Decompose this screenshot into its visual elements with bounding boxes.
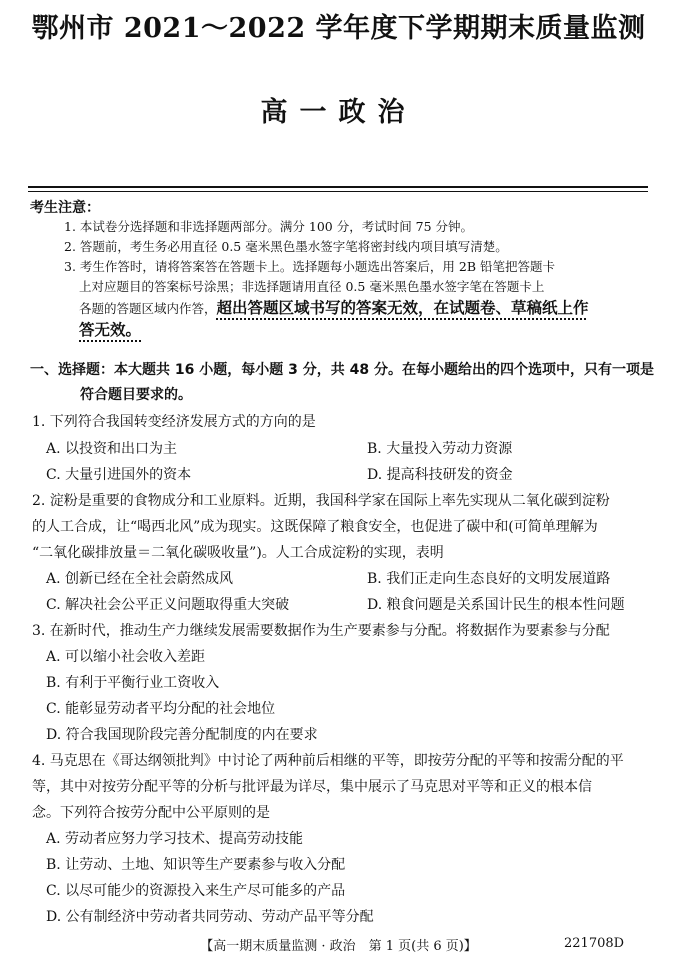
q4-option-b: B. 让劳动、土地、知识等生产要素参与收入分配	[46, 857, 346, 873]
question-4-stem-line2: 等，其中对按劳分配平等的分析与批评最为详尽，集中展示了马克思对平等和正义的根本信	[32, 779, 592, 795]
question-2-stem: 2. 淀粉是重要的食物成分和工业原料。近期，我国科学家在国际上率先实现从二氧化碳到淀粉	[32, 493, 610, 509]
exam-subject: 高一政治	[260, 97, 417, 128]
page-footer: 【高一期末质量监测 · 政治 第 1 页(共 6 页)】	[200, 939, 477, 954]
q1-option-c: C. 大量引进国外的资本	[46, 467, 192, 483]
notice-item-3-line2: 上对应题目的答案标号涂黑；非选择题请用直径 0.5 毫米黑色墨水签字笔在答题卡上	[79, 279, 545, 294]
notice-item-3-plain: 各题的答题区域内作答，	[79, 301, 217, 316]
exam-title: 鄂州市 2021～2022 学年度下学期期末质量监测	[31, 13, 646, 44]
q1-option-a: A. 以投资和出口为主	[46, 441, 178, 457]
question-1-stem: 1. 下列符合我国转变经济发展方式的方向的是	[32, 414, 316, 430]
notice-item-1: 1. 本试卷分选择题和非选择题两部分。满分 100 分，考试时间 75 分钟。	[64, 219, 474, 234]
notice-heading: 考生注意：	[30, 200, 100, 216]
notice-item-3-line3	[79, 296, 589, 318]
q3-option-a: A. 可以缩小社会收入差距	[46, 649, 206, 665]
q4-option-c: C. 以尽可能少的资源投入来生产尽可能多的产品	[46, 883, 346, 899]
notice-item-3-emphasis: 超出答题区域书写的答案无效，在试题卷、草稿纸上作	[216, 299, 589, 317]
q2-option-a: A. 创新已经在全社会蔚然成风	[46, 571, 234, 587]
question-4-stem-line3: 念。下列符合按劳分配中公平原则的是	[32, 805, 270, 821]
section-heading-cont: 符合题目要求的。	[80, 387, 192, 403]
notice-item-3: 3. 考生作答时，请将答案答在答题卡上。选择题每小题选出答案后，用 2B 铅笔把答题卡	[64, 259, 555, 274]
question-2-stem-line3: “二氧化碳排放量＝二氧化碳吸收量”)。人工合成淀粉的实现，表明	[32, 545, 444, 561]
q2-option-b: B. 我们正走向生态良好的文明发展道路	[367, 571, 611, 587]
notice-item-3-emphasis-end: 答无效。	[79, 321, 142, 339]
q4-option-d: D. 公有制经济中劳动者共同劳动、劳动产品平等分配	[46, 909, 374, 925]
paper-code: 221708D	[564, 936, 625, 951]
q2-option-c: C. 解决社会公平正义问题取得重大突破	[46, 597, 290, 613]
q1-option-d: D. 提高科技研发的资金	[367, 467, 513, 483]
q3-option-d: D. 符合我国现阶段完善分配制度的内在要求	[46, 727, 318, 743]
q3-option-c: C. 能彰显劳动者平均分配的社会地位	[46, 701, 276, 717]
divider-thin	[28, 191, 648, 192]
q1-option-b: B. 大量投入劳动力资源	[367, 441, 513, 457]
section-heading: 一、选择题：本大题共 16 小题，每小题 3 分，共 48 分。在每小题给出的四个选项中，只有一项是	[30, 362, 654, 378]
q2-option-d: D. 粮食问题是关系国计民生的根本性问题	[367, 597, 625, 613]
notice-item-3-line4	[79, 318, 141, 340]
question-3-stem: 3. 在新时代，推动生产力继续发展需要数据作为生产要素参与分配。将数据作为要素参与分配	[32, 623, 610, 639]
question-2-stem-line2: 的人工合成，让“喝西北风”成为现实。这既保障了粮食安全，也促进了碳中和(可简单理解为	[32, 519, 598, 535]
divider-thick	[28, 186, 648, 188]
q4-option-a: A. 劳动者应努力学习技术、提高劳动技能	[46, 831, 304, 847]
q3-option-b: B. 有利于平衡行业工资收入	[46, 675, 220, 691]
question-4-stem: 4. 马克思在《哥达纲领批判》中讨论了两种前后相继的平等，即按劳分配的平等和按需分配的平	[32, 753, 624, 769]
notice-item-2: 2. 答题前，考生务必用直径 0.5 毫米黑色墨水签字笔将密封线内项目填写清楚。	[64, 239, 508, 254]
